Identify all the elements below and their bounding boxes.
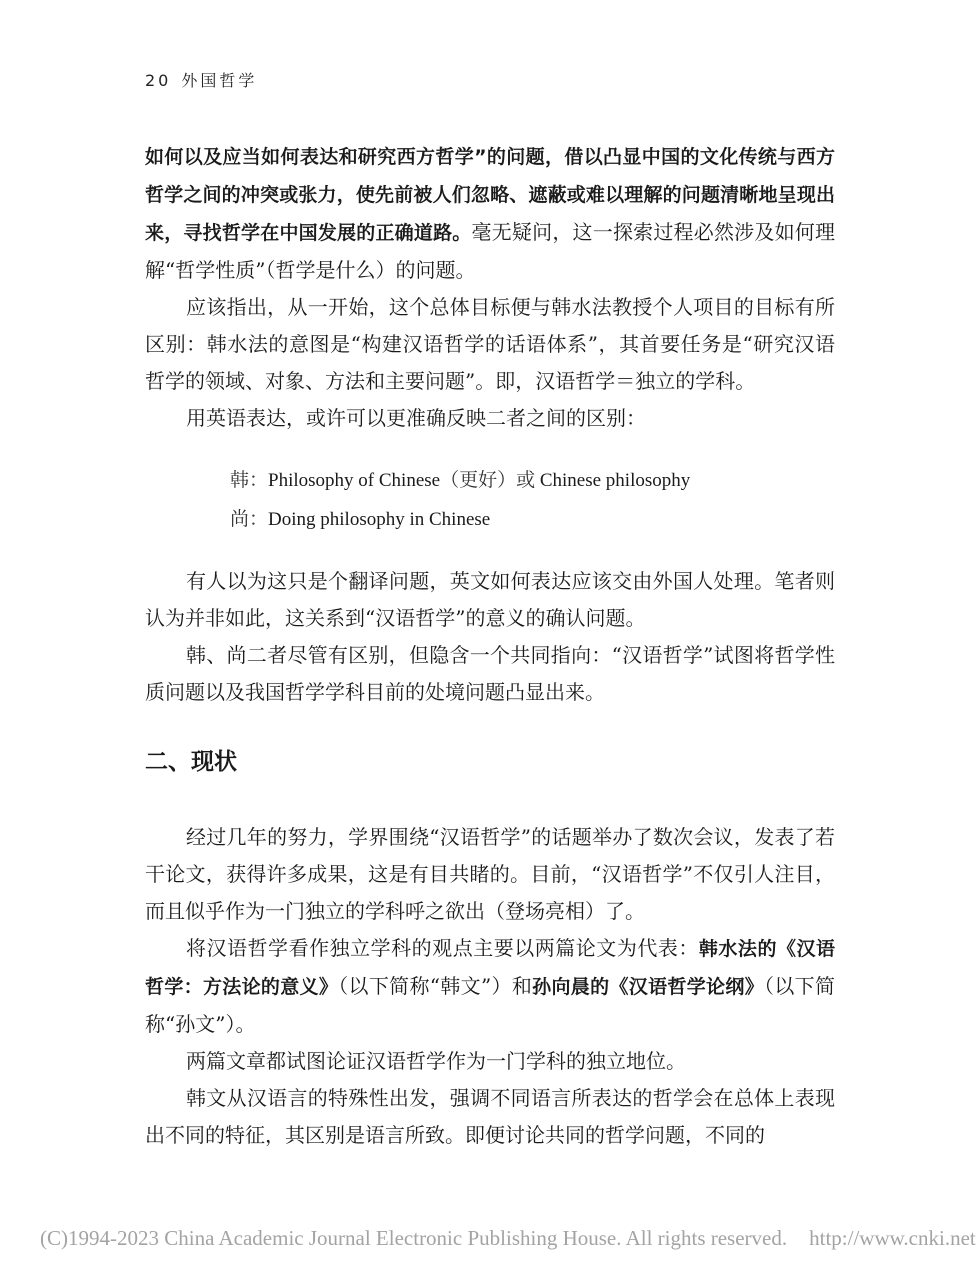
translation-row-han (230, 461, 835, 500)
copyright-text: (C)1994-2023 China Academic Journal Electronic Publishing House. All rights reserved. (40, 1226, 788, 1250)
paragraph: 韩、尚二者尽管有区别，但隐含一个共同指向：“汉语哲学”试图将哲学性质问题以及我国哲学学科目前的处境问题凸显出来。 (145, 643, 835, 704)
page-number: 20 (145, 71, 172, 90)
translation-row-shang (230, 500, 835, 539)
paragraph: 两篇文章都试图论证汉语哲学作为一门学科的独立地位。 (186, 1049, 686, 1073)
translation-block (145, 461, 835, 539)
paragraph (145, 930, 835, 1043)
shang-english: Doing philosophy in Chinese (268, 509, 491, 530)
bold-citation: 孙向晨的《汉语哲学论纲》 (532, 976, 765, 998)
paragraph-text: （以下简称“孙文”）。 (145, 974, 835, 1036)
bold-citation: 韩水法的《汉语哲学：方法论的意义》 (145, 938, 835, 998)
paragraph-text: 将汉语哲学看作独立学科的观点主要以两篇论文为代表： (186, 936, 699, 960)
han-label: 韩： (230, 469, 269, 491)
bold-text: 如何以及应当如何表达和研究西方哲学”的问题，借以凸显中国的文化传统与西方哲学之间的冲突或张力，使先前被人们忽略、遮蔽或难以理解的问题清晰地呈现出来，寻找哲学在中国发展的正确道路。 (145, 146, 835, 244)
han-paren: （更好）或 (440, 469, 536, 491)
section-heading: 二、现状 (145, 749, 237, 775)
paragraph-text: 毫无疑问，这一探索过程必然涉及如何理解“哲学性质”（哲学是什么）的问题。 (145, 220, 835, 282)
paragraph: 应该指出，从一开始，这个总体目标便与韩水法教授个人项目的目标有所区别：韩水法的意图是“构建汉语哲学的话语体系”，其首要任务是“研究汉语哲学的领域、对象、方法和主要问题”。即，汉语哲学＝独立的学科。 (145, 295, 835, 393)
paragraph: 经过几年的努力，学界围绕“汉语哲学”的话题举办了数次会议，发表了若干论文，获得许多成果，这是有目共睹的。目前，“汉语哲学”不仅引人注目，而且似乎作为一门独立的学科呼之欲出（登场亮相）了。 (145, 825, 835, 923)
han-english-2: Chinese philosophy (539, 470, 691, 491)
han-english-1: Philosophy of Chinese (268, 470, 441, 491)
shang-label: 尚： (230, 508, 269, 530)
copyright-footer (40, 1226, 976, 1251)
paragraph-continued (145, 138, 835, 289)
journal-title: 外国哲学 (181, 71, 258, 90)
running-header (145, 68, 257, 91)
paragraph: 有人以为这只是个翻译问题，英文如何表达应该交由外国人处理。笔者则认为并非如此，这关系到“汉语哲学”的意义的确认问题。 (145, 569, 835, 630)
paragraph-text: （以下简称“韩文”）和 (338, 974, 533, 998)
paragraph: 韩文从汉语言的特殊性出发，强调不同语言所表达的哲学会在总体上表现出不同的特征，其区别是语言所致。即便讨论共同的哲学问题，不同的 (145, 1086, 835, 1147)
paragraph: 用英语表达，或许可以更准确反映二者之间的区别： (186, 406, 646, 430)
footer-url: http://www.cnki.net (809, 1226, 976, 1250)
article-body (145, 138, 835, 1154)
